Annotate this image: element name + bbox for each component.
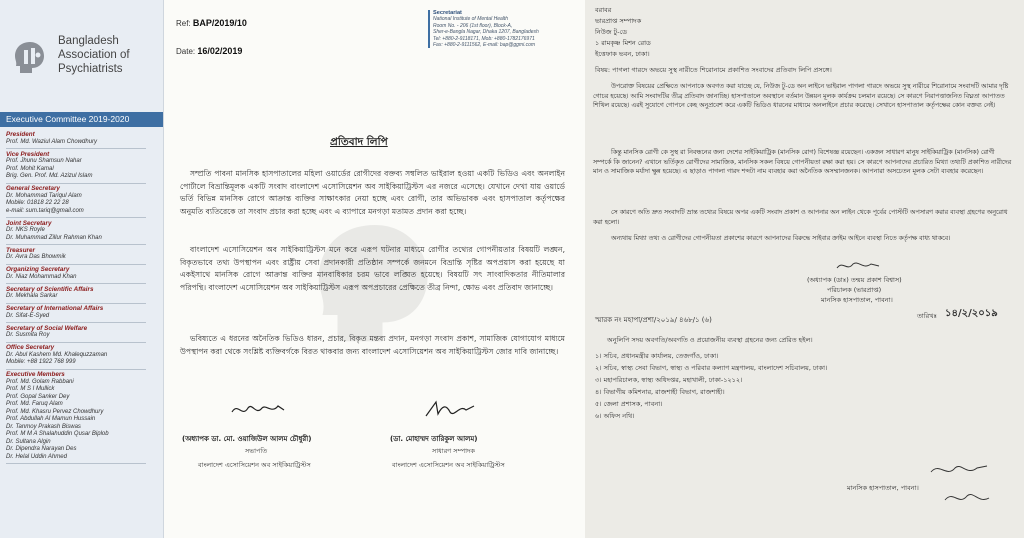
general-secretary-signature — [420, 398, 480, 420]
committee-member: Prof. Md. Faruq Alam — [6, 401, 63, 407]
secretariat-address — [428, 10, 583, 48]
cc-item: ৫। জেলা প্রশাসক, পাবনা। — [595, 400, 663, 408]
subject-label: বিষয়: — [595, 66, 611, 74]
committee-title: Joint Secretary — [6, 219, 52, 227]
committee-entry — [6, 325, 156, 343]
org-name-line-3: Psychiatrists — [58, 63, 123, 75]
cc-item: ২। সচিব, স্বাস্থ্য সেবা বিভাগ, স্বাস্থ্য ও পরিবার কল্যাণ মন্ত্রণালয়, বাংলাদেশ সচিবালয়, ঢাকা। — [595, 364, 828, 372]
committee-member: Dr. Susmita Roy — [6, 332, 50, 338]
memo-date-value: ১৪/২/২০১৯ — [945, 308, 998, 319]
committee-entry — [6, 305, 156, 323]
cc-item: ৩। মহাপরিচালক, স্বাস্থ্য অধিদপ্তর, মহাখালী, ঢাকা-১২১২। — [595, 376, 743, 384]
signatory-line: মানসিক হাসপাতাল, পাবনা। — [821, 296, 893, 304]
secretariat-title: Secretariat — [433, 10, 462, 16]
footer-org: মানসিক হাসপাতাল, পাবনা। — [847, 484, 919, 492]
committee-entry — [6, 371, 156, 464]
committee-member: Dr. Sultana Algin — [6, 438, 51, 445]
general-secretary-role: সাধারণ সম্পাদক — [432, 447, 475, 455]
committee-member: Dr. Mekhala Sarkar — [6, 293, 58, 299]
secretariat-line: Tel: +880-2-9118171, Mob: +880-1782176971 — [433, 35, 535, 42]
office-paragraph: সে কারণে অতি দ্রুত সংবাদটি ভ্রান্ত তথ্যের বিষয়ে অপর একটি সংবাদ প্রকাশ ও আপনার অন লাইন থেকে পূর্বের পোস্টটি অপসারণ করার ব্যবস্থা গ্রহণের অনুরোধ করা হলো। — [593, 209, 1008, 226]
committee-member: Mobile: +88 1922 768 999 — [6, 359, 76, 365]
general-secretary-org: বাংলাদেশ এসোসিয়েশন অব সাইকিয়াট্রিস্টস — [392, 461, 505, 469]
cc-item: ৬। অফিস নথি। — [595, 412, 635, 420]
committee-member: Dr. Tanmoy Prakash Biswas — [6, 423, 81, 430]
committee-entry — [6, 220, 156, 246]
committee-member: Dr. Avra Das Bhowmik — [6, 254, 66, 260]
org-name-line-1: Bangladesh — [58, 35, 119, 47]
letter-paragraph: সম্প্রতি পাবনা মানসিক হাসপাতালের মহিলা ওয়ার্ডের রোগীদের বক্তব্য সম্বলিত ভাইরাল হওয়া একটি ভিডিও এবং অনলাইন পোর্টালে বিভ্রান্তিমূলক একটি সংবাদ বাংলাদেশ এসোসিয়েশন অব সাইকিয়াট্রিস্টস এর নজরে এসেছে। যেখানে দেখা যায় ওয়ার্ডে ভর্তি বিভিন্ন মানসিক রোগে আক্রান্ত ব্যক্তির সাক্ষাৎকার নেয়া হচ্ছে এবং রোগী, তার অভিভাবক এবং হাসপাতাল কর্তৃপক্ষের অনুমতি ব্যতিরেকে তা সংবাদ প্রচার করা হচ্ছে এবং এ ব্যাপারে মনগড়া মতামত প্রদান করা হচ্ছে। — [180, 169, 565, 216]
office-paragraph: অন্যথায় মিথ্যা তথ্য ও রোগীদের গোপনীয়তা প্রকাশের কারণে আপনাদের বিরুদ্ধে সাইবার ক্রাইম আইনে ব্যবস্থা নিতে কর্তৃপক্ষ বাধ্য থাকবে। — [611, 235, 951, 242]
committee-title: Treasurer — [6, 246, 35, 254]
committee-title: General Secretary — [6, 185, 60, 192]
committee-member: Dr. Mohammad Tariqul Alam — [6, 192, 82, 199]
committee-member: Prof. Md. Khasru Pervez Chowdhury — [6, 408, 104, 415]
hospital-letter-panel — [585, 0, 1024, 538]
committee-entry — [6, 247, 156, 265]
addressee-line: ভারপ্রাপ্ত সম্পাদক — [595, 17, 642, 25]
committee-entry — [6, 131, 156, 149]
committee-title: Executive Members — [6, 371, 65, 378]
committee-member: Prof. M M A Shalahuddin Qusar Biplob — [6, 431, 109, 437]
committee-member: e-mail: sum.tariq@gmail.com — [6, 207, 84, 214]
secretariat-line: Fax: +880-2-9111562, E-mail: bap@ggmi.com — [433, 42, 536, 49]
committee-title: Organizing Secretary — [6, 266, 70, 273]
committee-member: Prof. M S I Mullick — [6, 386, 55, 392]
committee-title: Secretary of Social Welfare — [6, 324, 88, 332]
president-role: সভাপতি — [245, 447, 268, 455]
committee-member: Dr. NKS Royle — [6, 227, 45, 233]
letterhead-sidebar — [0, 0, 164, 538]
committee-title: Vice President — [6, 150, 50, 158]
letter-paragraph: বাংলাদেশ এসোসিয়েশন অব সাইকিয়াট্রিস্টস মনে করে এরূপ ঘটনার মাধ্যমে রোগীর তথ্যের গোপনীয়তার বিষয়টি লঙ্ঘন, বিকৃতভাবে তথ্য উপস্থাপন এবং রাষ্ট্রীয় সেবা প্রদানকারী প্রতিষ্ঠান সম্পর্কে জনমনে বিভ্রান্তি সৃষ্টির অপপ্রয়াস করা হয়েছে যা একইসাথে মানসিক রোগে আক্রান্ত ব্যক্তির মানবাধিকার চরম ভাবে লঙ্ঘিত হয়েছে। বিষয়টি সৎ সাংবাদিকতার নীতিমালার পরিপন্থি। বাংলাদেশ এসোসিয়েশন অব সাইকিয়াট্রিস্টস এরূপ অপপ্রচারের প্রেক্ষিতে তীব্র নিন্দা, ক্ষোভ এবং প্রতিবাদ জানাচ্ছে। — [180, 245, 565, 292]
committee-member: Prof. Mohit Kamal — [6, 165, 54, 172]
committee-entry — [6, 344, 156, 370]
director-signature — [833, 258, 883, 274]
president-signature — [228, 398, 288, 420]
signatory-line: (অধ্যাপক (ডাঃ) তন্ময় প্রকাশ বিশ্বাস) — [807, 276, 902, 284]
org-name-line-2: Association of — [58, 49, 130, 61]
reference-number — [176, 18, 247, 28]
addressee-line: নিউজ টু-ডে — [595, 28, 627, 36]
subject-line — [595, 66, 1015, 75]
cc-item: ১। সচিব, প্রধানমন্ত্রীর কার্যালয়, তেজগাঁও, ঢাকা। — [595, 352, 719, 360]
secretariat-line: Sher-e-Bangla Nagar, Dhaka 1207, Bangladesh — [433, 29, 539, 36]
committee-member: Dr. Helal Uddin Ahmed — [6, 453, 67, 460]
memo-date-label: তারিখঃ — [917, 312, 937, 320]
addressee-line: ইত্তেফাক ভবন, ঢাকা। — [595, 50, 650, 58]
cc-intro: অনুলিপি সদয় অবগতি/অবগতি ও প্রয়োজনীয় ব্যবস্থা গ্রহনের জন্য প্রেরিত হইল। — [607, 336, 813, 344]
subject-text: পাগলা গারদে অভয়ে সুস্থ নারীতে শিরোনামে প্রকাশিত সংবাদের প্রতিবাদ লিপি প্রসঙ্গে। — [612, 66, 832, 74]
committee-entry — [6, 266, 156, 284]
committee-member: Prof. Jhunu Shamsun Nahar — [6, 158, 82, 164]
footer-signature — [925, 460, 995, 512]
addressee-line: বরাবর — [595, 6, 612, 14]
committee-member: Brig. Gen. Prof. Md. Azizul Islam — [6, 173, 93, 179]
committee-member: Dr. Niaz Mohammad Khan — [6, 273, 77, 280]
memo-number: স্মারক নং মহাপা/প্রশা/২০১৯/ ৪৬৮/১ (৬) — [595, 316, 712, 324]
addressee-line: ১ রামকৃষ্ণ মিশন রোড — [595, 39, 651, 47]
signatory-line: পরিচালক (ভারপ্রাপ্ত) — [827, 286, 882, 294]
committee-member: Dr. Dipendra Narayan Des — [6, 446, 77, 452]
committee-member: Dr. Muhammad Zillur Rahman Khan — [6, 234, 102, 241]
secretariat-line: Room No. - 206 (1st floor), Block-A, — [433, 22, 513, 29]
ref-label: Ref: — [176, 19, 191, 28]
head-profile-logo-icon — [10, 38, 50, 78]
president-name: (অধ্যাপক ডা. মো. ওয়াজিউল আলম চৌধুরী) — [182, 435, 312, 443]
general-secretary-name: (ডা. মোহাম্মদ তারিকুল আলম) — [390, 435, 478, 443]
letter-date — [176, 46, 242, 56]
ref-value: BAP/2019/10 — [192, 18, 247, 28]
committee-member: Mobile: 01818 22 22 28 — [6, 200, 69, 206]
organization-name — [58, 34, 162, 76]
committee-entry — [6, 185, 156, 218]
cc-item: ৪। বিভাগীয় কমিশনার, রাজশাহী বিভাগ, রাজশাহী। — [595, 388, 725, 396]
committee-member: Prof. Abdullah Al Mamun Hussain — [6, 416, 96, 422]
committee-title: Secretary of International Affairs — [6, 305, 104, 312]
committee-entry — [6, 286, 156, 304]
secretariat-line: National Institute of Mental Health — [433, 16, 509, 23]
committee-title: President — [6, 131, 35, 138]
office-paragraph: কিন্তু মানসিক রোগী কে সুস্থ রা নিবন্ধনের জন্য দেশের সাইকিয়াট্রিক (মানসিক রোগ) বিশেষজ্ঞ রয়েছেন। একজন সাধারণ মানুষ সাইকিয়াট্রিক (মানসিক) রোগী সম্পর্কে কি জানেন? এখানে ভর্তিকৃত রোগীদের সামাজিক, মানসিক সকল বিষয়ে গোপনীয়তা রক্ষা করা হয়। সে কারণে আপনাদের প্রচারিত মিথ্যা তথ্যটি প্রকাশিত নারীদের মান ও সামাজিক মর্যাদা ক্ষুন্ন হয়েছে। এ ছাড়াও পাগলা গারদ শব্দটা নাম ব্যবহার করা অনৈতিক অসম্মানজনক। আপনারা অসচেতন মূলক সেটা ব্যবহার করেছেন। — [593, 149, 1012, 176]
president-org: বাংলাদেশ এসোসিয়েশন অব সাইকিয়াট্রিস্টস — [198, 461, 311, 469]
letter-paragraph: ভবিষ্যতে এ ধরনের অনৈতিক ভিডিও ধারন, প্রচার, বিকৃত মন্তব্য প্রদান, মনগড়া সংবাদ প্রকাশ, সামাজিক যোগাযোগ মাধ্যমে উপস্থাপন করা থেকে সংশ্লিষ্ট ব্যক্তিবর্গকে বিরত থাকবার জন্য বাংলাদেশ এসোসিয়েশন অব সাইকিয়াট্রিস্টস জোর দাবি জানাচ্ছে। — [180, 334, 565, 356]
office-paragraph: উপরোক্ত বিষয়ের প্রেক্ষিতে আপনাকে অবগত করা যাচ্ছে যে, নিউজ টু-ডে অন লাইনে ভাইরাল পাগলা গারদে অভয়ে সুস্থ নারীরে শিরোনামে সংবাদটি আমার দৃষ্টি গোচর হয়েছে। আমি সংবাদটির তীব্র প্রতিবাদ জানাচ্ছি। হাসপাতালে অবস্থানে বর্তমান উন্নয়ন মূলক কার্যক্রম চলমান রয়েছে। সে কারণে নিরাপত্তাজনিত বিঘ্নতা আপাতত শিথিল রয়েছে। এরই সুযোগে গোপনে কেহ অনুপ্রবেশ করে একটি ভিডিও ধারনের মাধ্যমে অনলাইনে প্রচার করেছে। সেখানে হাসপাতাল কর্তৃপক্ষের কোন বক্তব্য নেই। — [593, 83, 1009, 110]
committee-member: Prof. Md. Golam Rabbani — [6, 378, 74, 385]
committee-title: Secretary of Scientific Affairs — [6, 285, 94, 293]
letter-title: প্রতিবাদ লিপি — [330, 136, 388, 148]
committee-member: Prof. Gopal Sanker Dey — [6, 393, 70, 400]
committee-entry — [6, 151, 156, 184]
committee-member: Prof. Md. Waziul Alam Chowdhury — [6, 138, 98, 145]
committee-member: Dr. Sifat-E-Syed — [6, 312, 50, 319]
executive-committee-banner: Executive Committee 2019-2020 — [0, 112, 163, 127]
date-label: Date: — [176, 47, 196, 56]
committee-member: Dr. Abul Kashem Md. Khalequzzaman — [6, 351, 108, 358]
committee-title: Office Secretary — [6, 344, 55, 351]
date-value: 16/02/2019 — [197, 46, 243, 56]
